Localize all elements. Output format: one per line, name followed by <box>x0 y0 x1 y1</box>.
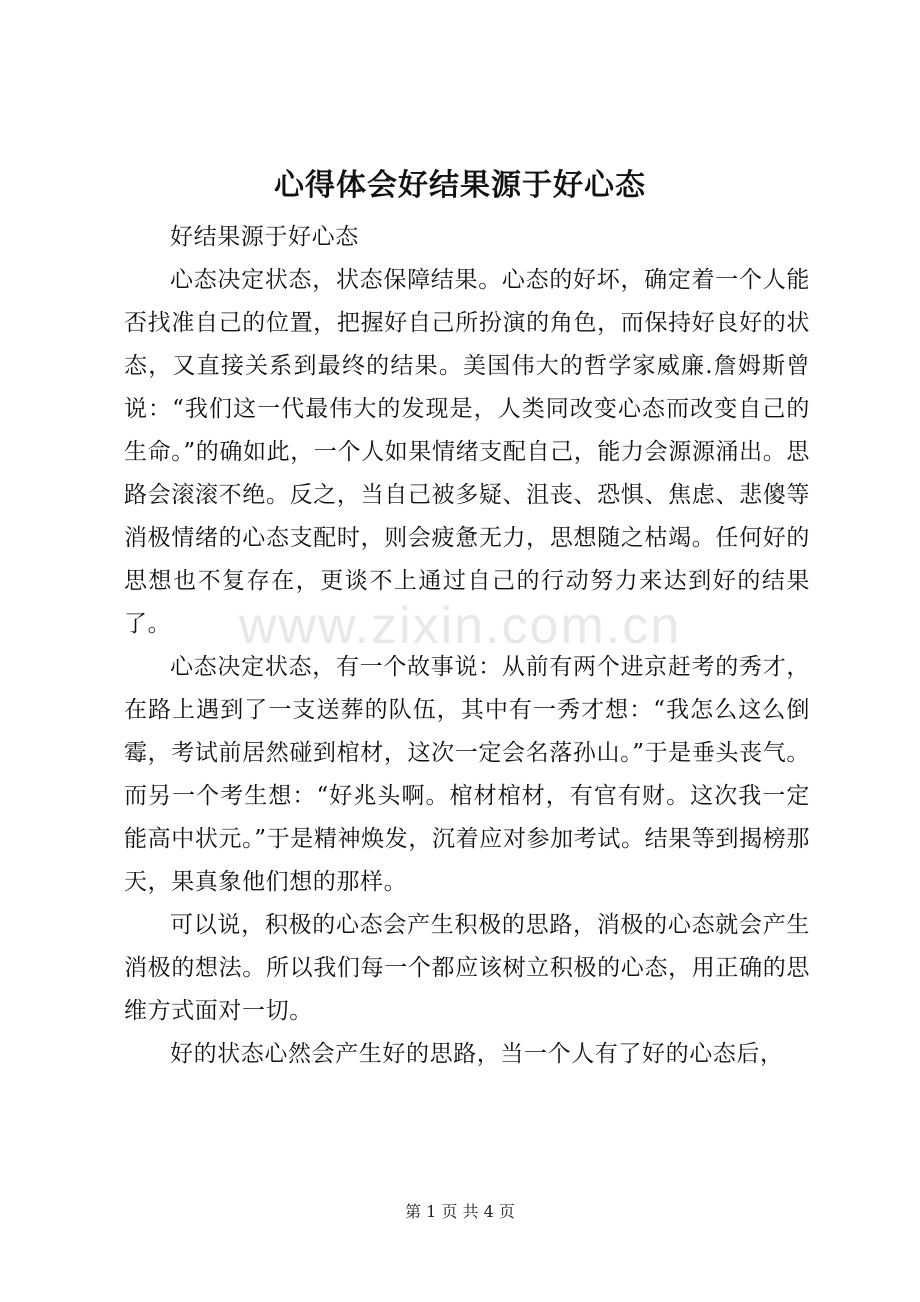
paragraph: 心态决定状态，有一个故事说：从前有两个进京赶考的秀才，在路上遇到了一支送葬的队伍，其中有一秀才想：“我怎么这么倒霉，考试前居然碰到棺材，这次一定会名落孙山。”于是垂头丧气。而另一个考生想：“好兆头啊。棺材棺材，有官有财。这次我一定能高中状元。”于是精神焕发，沉着应对参加考试。结果等到揭榜那天，果真象他们想的那样。 <box>124 654 810 895</box>
watermark-text: www.zixin.com.cn <box>238 597 682 655</box>
paragraph: 心态决定状态，状态保障结果。心态的好坏，确定着一个人能否找准自己的位置，把握好自己所扮演的角色，而保持好良好的状态，又直接关系到最终的结果。美国伟大的哲学家威廉.詹姆斯曾说：“我们这一代最伟大的发现是，人类同改变心态而改变自己的生命。”的确如此，一个人如果情绪支配自己，能力会源源涌出。思路会滚滚不绝。反之，当自己被多疑、沮丧、恐惧、焦虑、悲傻等消极情绪的心态支配时，则会疲惫无力，思想随之枯竭。任何好的思想也不复存在，更谈不上通过自己的行动努力来达到好的结果了。 <box>124 267 810 637</box>
document-body <box>124 216 810 1076</box>
document-title: 心得体会好结果源于好心态 <box>274 168 646 203</box>
document-subtitle: 好结果源于好心态 <box>170 224 359 250</box>
page-number-footer: 第 1 页 共 4 页 <box>405 1202 515 1221</box>
paragraph: 可以说，积极的心态会产生积极的思路，消极的心态就会产生消极的想法。所以我们每一个都应该树立积极的心态，用正确的思维方式面对一切。 <box>124 912 810 1024</box>
paragraph: 好的状态心然会产生好的思路，当一个人有了好的心态后， <box>170 1041 784 1067</box>
